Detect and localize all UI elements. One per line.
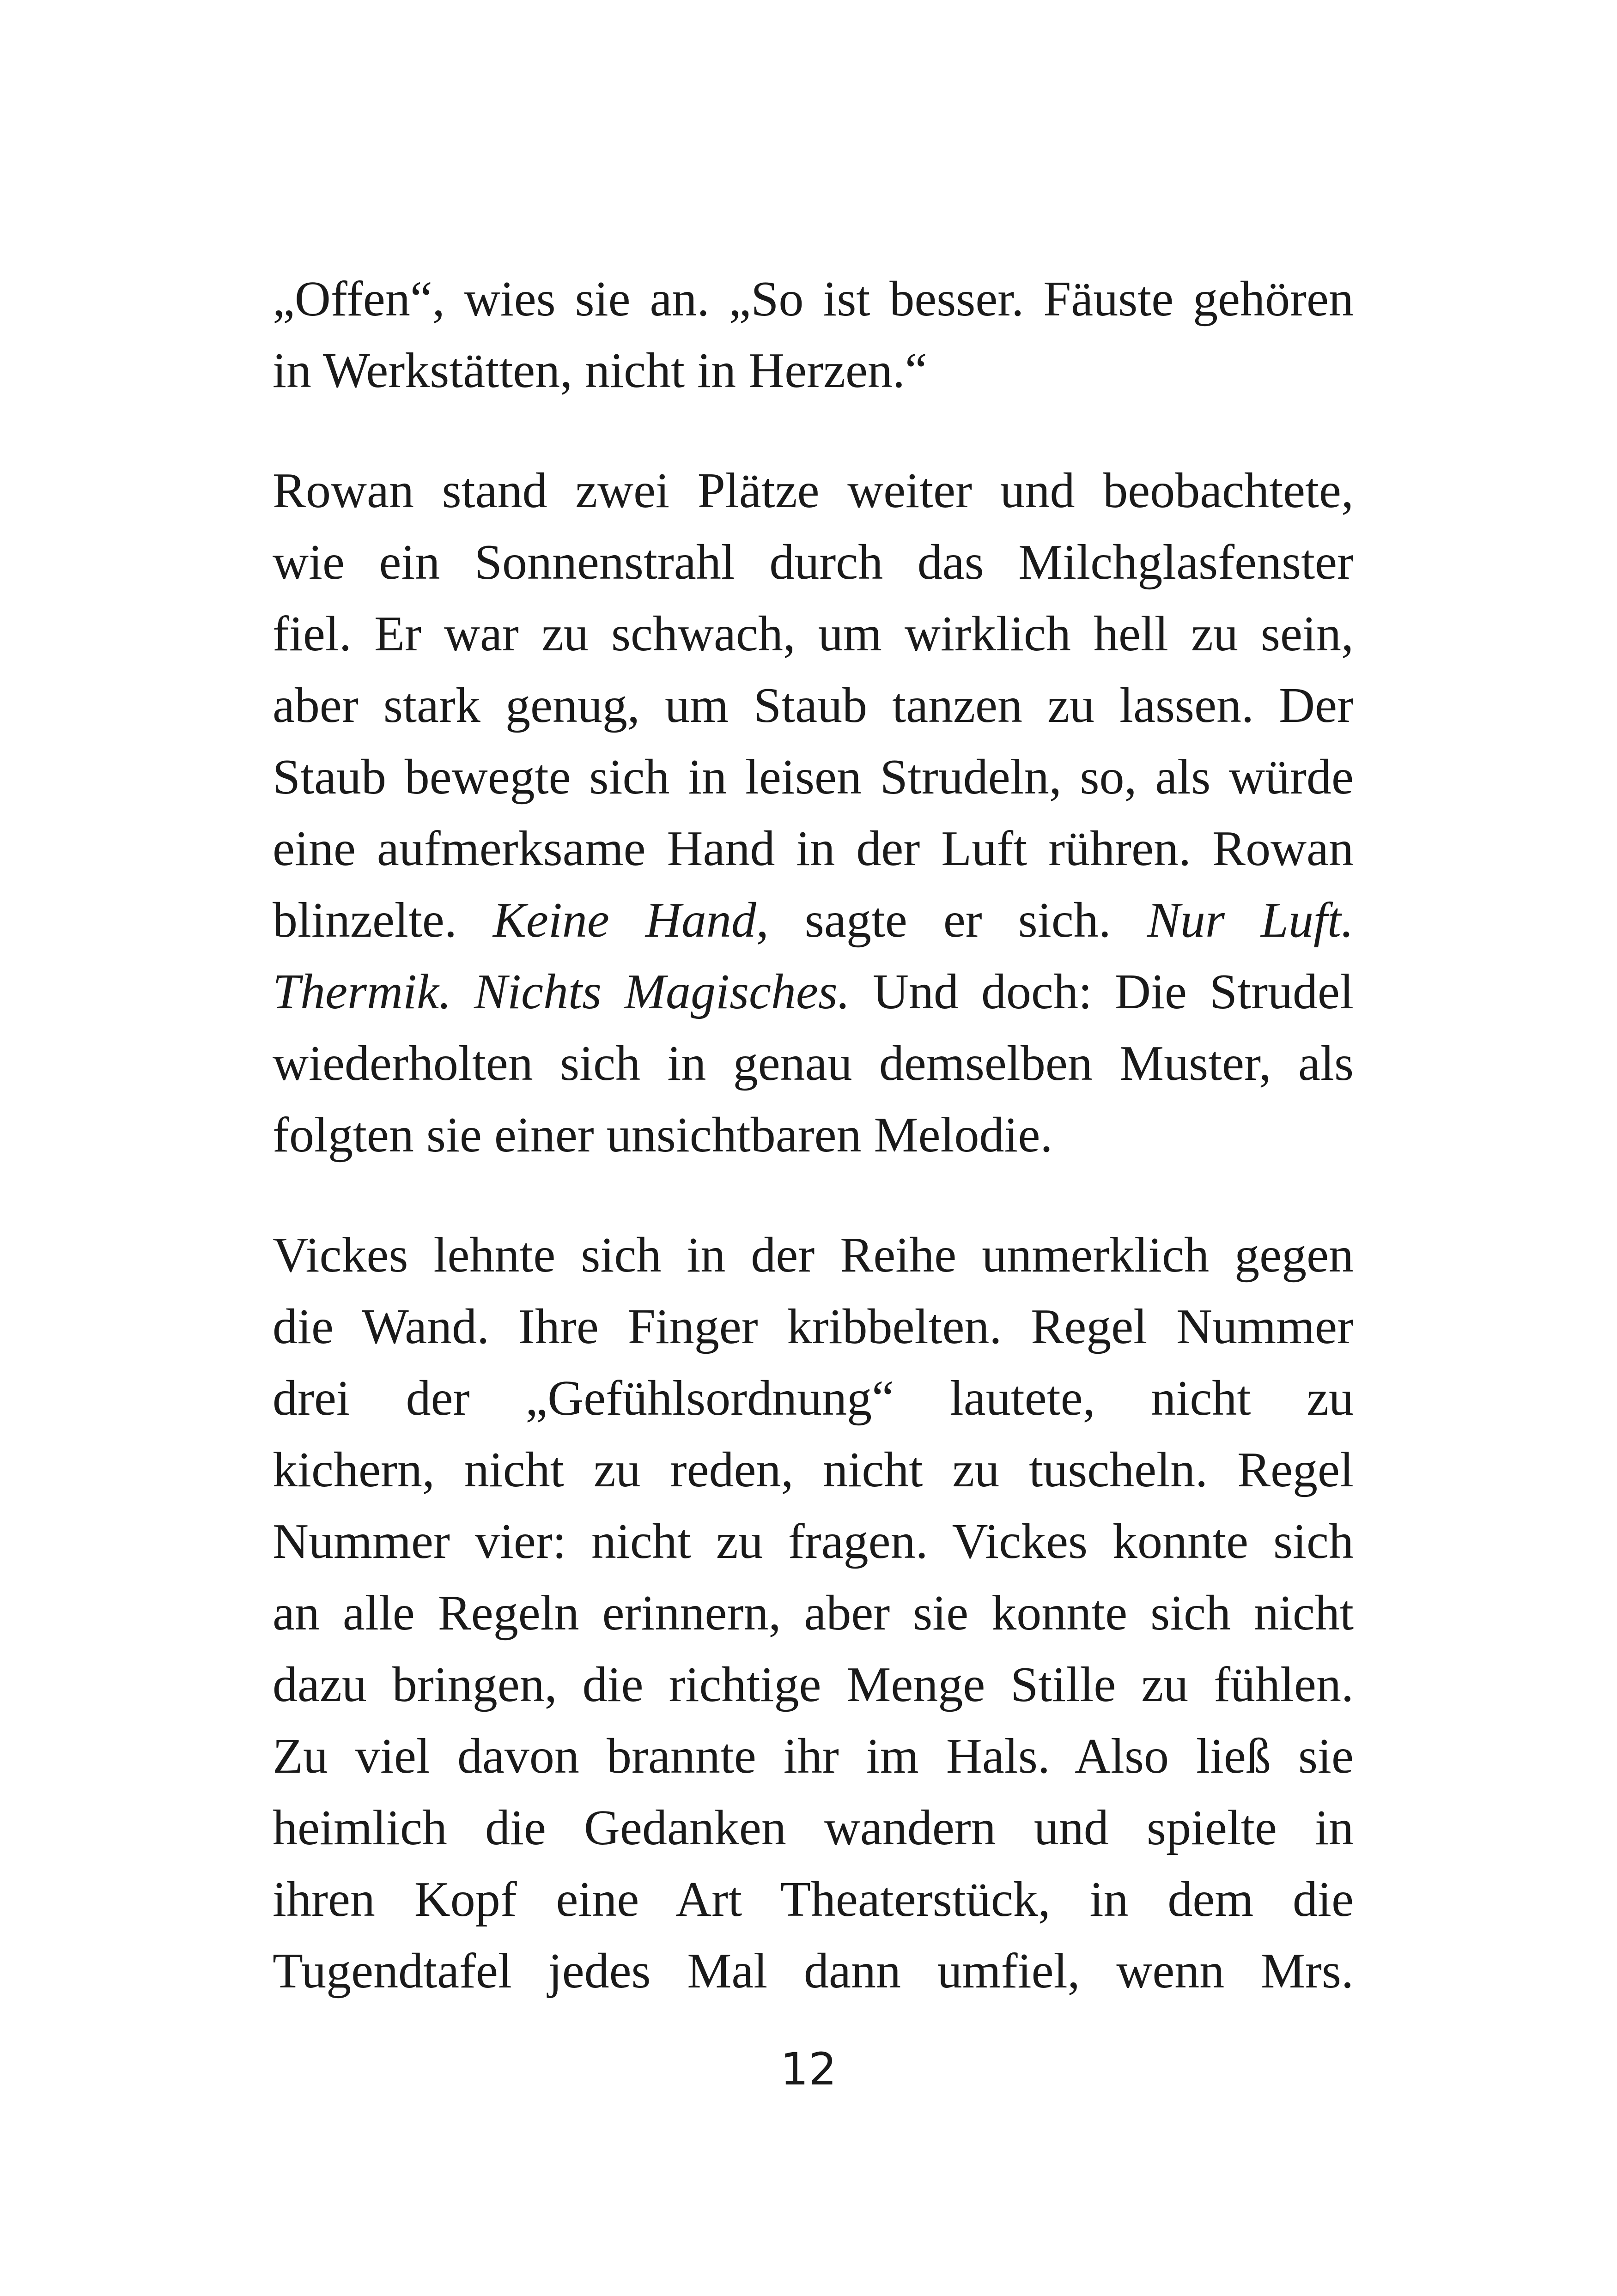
text-line: eine aufmerksame Hand in der Luft rühren. Rowan xyxy=(273,821,1354,876)
text-line: in Werkstätten, nicht in Herzen.“ xyxy=(273,343,927,398)
italic-run: Keine Hand xyxy=(492,893,756,948)
text-line: wiederholten sich in genau demselben Muster, als xyxy=(273,1036,1354,1091)
text-line: Staub bewegte sich in leisen Strudeln, so, als würde xyxy=(273,750,1354,805)
text-run: blinzelte. xyxy=(273,893,493,948)
text-line: Nummer vier: nicht zu fragen. Vickes konnte sich xyxy=(273,1514,1354,1569)
text-line: Vickes lehnte sich in der Reihe unmerklich gegen xyxy=(273,1228,1354,1283)
page-number: 12 xyxy=(780,2043,837,2095)
text-line: kichern, nicht zu reden, nicht zu tuscheln. Regel xyxy=(273,1442,1354,1497)
text-line: fiel. Er war zu schwach, um wirklich hell zu sein, xyxy=(273,606,1354,661)
text-line: Rowan stand zwei Plätze weiter und beobachtete, xyxy=(273,463,1354,518)
italic-run: Nur Luft. xyxy=(1147,893,1354,948)
text-line: Zu viel davon brannte ihr im Hals. Also ließ sie xyxy=(273,1729,1354,1784)
italic-run: Thermik. Nichts Magisches. xyxy=(273,964,850,1019)
paragraph-3 xyxy=(273,1219,1354,2007)
text-line: an alle Regeln erinnern, aber sie konnte sich nicht xyxy=(273,1586,1354,1641)
text-line: Tugendtafel jedes Mal dann umfiel, wenn Mrs. xyxy=(273,1944,1354,1999)
text-line: aber stark genug, um Staub tanzen zu lassen. Der xyxy=(273,678,1354,733)
text-line: dazu bringen, die richtige Menge Stille zu fühlen. xyxy=(273,1657,1354,1712)
text-line: ihren Kopf eine Art Theaterstück, in dem die xyxy=(273,1872,1354,1927)
text-line: „Offen“, wies sie an. „So ist besser. Fäuste gehören xyxy=(273,272,1354,327)
text-run: , sagte er sich. xyxy=(756,893,1147,948)
paragraph-1 xyxy=(273,263,1354,406)
text-line: wie ein Sonnenstrahl durch das Milchglasfenster xyxy=(273,535,1354,590)
text-line-mixed xyxy=(273,884,1354,956)
paragraph-2 xyxy=(273,455,1354,1171)
text-line: folgten sie einer unsichtbaren Melodie. xyxy=(273,1108,1053,1163)
text-line: heimlich die Gedanken wandern und spielte in xyxy=(273,1800,1354,1855)
text-line: drei der „Gefühlsordnung“ lautete, nicht zu xyxy=(273,1371,1354,1426)
text-line-mixed xyxy=(273,956,1354,1028)
text-line: die Wand. Ihre Finger kribbelten. Regel Nummer xyxy=(273,1299,1354,1354)
body-text xyxy=(273,263,1354,2055)
text-run: Und doch: Die Strudel xyxy=(850,964,1354,1019)
